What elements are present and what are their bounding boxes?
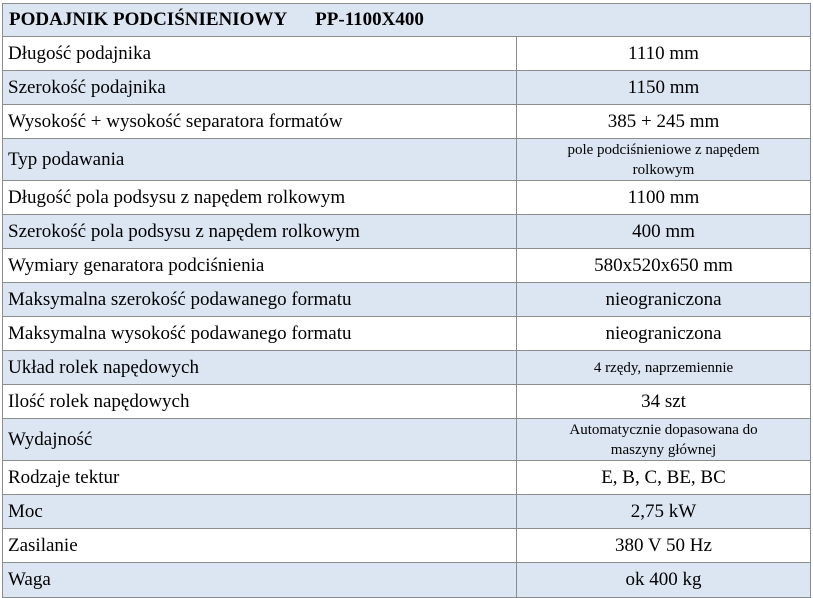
row-label: Rodzaje tektur xyxy=(3,461,517,494)
row-label: Maksymalna wysokość podawanego formatu xyxy=(3,317,517,350)
table-row xyxy=(3,37,810,71)
row-label: Maksymalna szerokość podawanego formatu xyxy=(3,283,517,316)
row-label: Układ rolek napędowych xyxy=(3,351,517,384)
table-title-row xyxy=(3,4,810,37)
table-row xyxy=(3,249,810,283)
row-value: 34 szt xyxy=(641,390,686,412)
row-value: 2,75 kW xyxy=(630,500,697,522)
row-value: 1100 mm xyxy=(627,186,700,208)
spec-rows xyxy=(3,37,810,597)
row-label: Wymiary genaratora podciśnienia xyxy=(3,249,517,282)
row-label: Ilość rolek napędowych xyxy=(3,385,517,418)
table-row xyxy=(3,317,810,351)
row-value: 1110 mm xyxy=(628,42,699,64)
row-value: 385 + 245 mm xyxy=(607,110,720,132)
table-row xyxy=(3,71,810,105)
table-row xyxy=(3,385,810,419)
table-row xyxy=(3,215,810,249)
table-row xyxy=(3,181,810,215)
row-label: Typ podawania xyxy=(3,139,517,180)
row-label: Wydajność xyxy=(3,419,517,460)
table-row xyxy=(3,419,810,461)
row-label: Długość podajnika xyxy=(3,37,517,70)
model-number: PP-1100X400 xyxy=(315,9,424,30)
row-label: Zasilanie xyxy=(3,529,517,562)
table-row xyxy=(3,283,810,317)
row-value: pole podciśnieniowe z napędem rolkowym xyxy=(567,141,760,178)
row-label: Szerokość pola podsysu z napędem rolkowym xyxy=(3,215,517,248)
row-label: Szerokość podajnika xyxy=(3,71,517,104)
row-value: 1150 mm xyxy=(627,76,700,98)
table-title: PODAJNIK PODCIŚNIENIOWY xyxy=(9,9,288,30)
row-label: Waga xyxy=(3,563,517,597)
row-label: Moc xyxy=(3,495,517,528)
row-value: nieograniczona xyxy=(605,288,722,310)
table-row xyxy=(3,351,810,385)
row-value: ok 400 kg xyxy=(625,569,702,590)
row-value: 400 mm xyxy=(632,220,695,242)
spec-table xyxy=(2,3,811,598)
row-value: 4 rzędy, naprzemiennie xyxy=(593,359,734,376)
row-label: Długość pola podsysu z napędem rolkowym xyxy=(3,181,517,214)
row-value: E, B, C, BE, BC xyxy=(601,466,726,488)
table-row xyxy=(3,563,810,597)
row-label: Wysokość + wysokość separatora formatów xyxy=(3,105,517,138)
table-row xyxy=(3,495,810,529)
table-row xyxy=(3,105,810,139)
row-value: 380 V 50 Hz xyxy=(615,534,712,556)
row-value: 580x520x650 mm xyxy=(594,254,733,276)
table-row xyxy=(3,139,810,181)
table-row xyxy=(3,461,810,495)
row-value: nieograniczona xyxy=(605,322,722,344)
table-row xyxy=(3,529,810,563)
row-value: Automatycznie dopasowana do maszyny głównej xyxy=(569,421,758,458)
